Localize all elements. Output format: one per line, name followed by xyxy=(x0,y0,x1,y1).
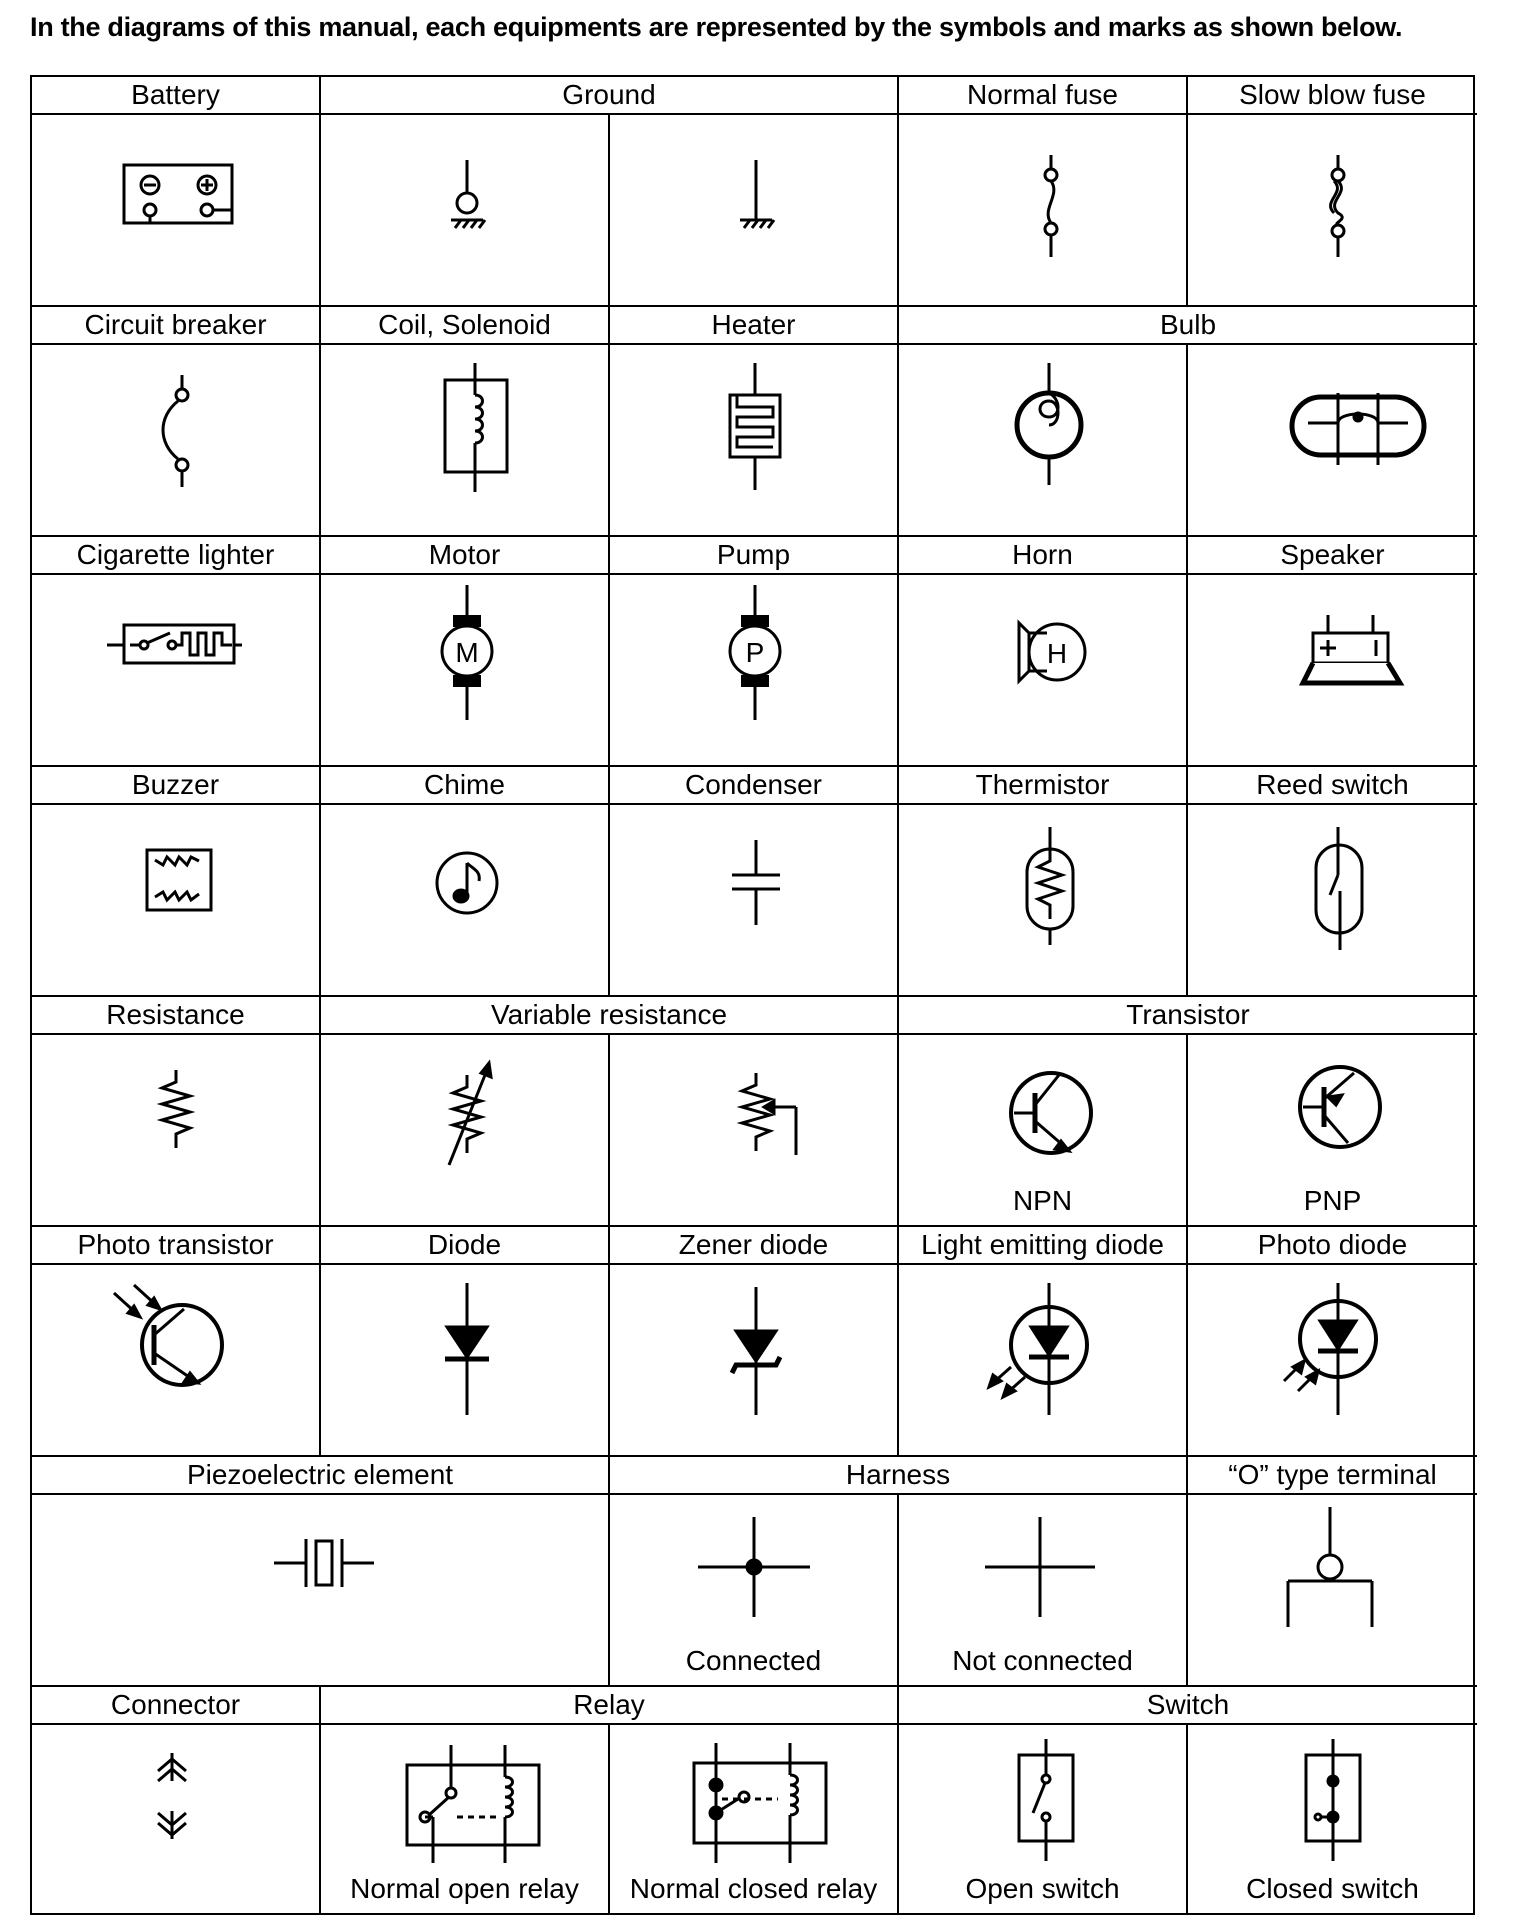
header-relay: Relay xyxy=(321,1687,899,1725)
cell-photo-transistor xyxy=(32,1265,321,1457)
cell-transistor-pnp xyxy=(1188,1035,1477,1227)
cell-closed-switch xyxy=(1188,1725,1477,1913)
slow-blow-fuse-symbol xyxy=(1188,115,1477,307)
cell-connector xyxy=(32,1725,321,1913)
header-circuit-breaker: Circuit breaker xyxy=(32,307,321,345)
cell-photo-diode xyxy=(1188,1265,1477,1457)
variable-resistance-symbol-2 xyxy=(610,1035,899,1227)
header-thermistor: Thermistor xyxy=(899,767,1188,805)
cell-horn xyxy=(899,575,1188,767)
intro-text: In the diagrams of this manual, each equipments are represented by the symbols and marks as shown below. xyxy=(30,12,1403,42)
cell-zener-diode xyxy=(610,1265,899,1457)
variable-resistance-symbol-1 xyxy=(321,1035,610,1227)
motor-symbol xyxy=(321,575,610,767)
cell-buzzer xyxy=(32,805,321,997)
header-buzzer: Buzzer xyxy=(32,767,321,805)
cell-variable-resistance-2 xyxy=(610,1035,899,1227)
cell-reed-switch xyxy=(1188,805,1477,997)
cell-piezoelectric-element xyxy=(32,1495,610,1687)
cell-pump xyxy=(610,575,899,767)
cell-thermistor xyxy=(899,805,1188,997)
cell-condenser xyxy=(610,805,899,997)
header-connector: Connector xyxy=(32,1687,321,1725)
header-condenser: Condenser xyxy=(610,767,899,805)
cell-coil-solenoid xyxy=(321,345,610,537)
cell-open-switch xyxy=(899,1725,1188,1913)
zener-diode-symbol xyxy=(610,1265,899,1457)
cell-o-type-terminal xyxy=(1188,1495,1477,1687)
piezoelectric-symbol xyxy=(32,1495,610,1687)
cell-resistance xyxy=(32,1035,321,1227)
caption-normal-open-relay: Normal open relay xyxy=(350,1873,579,1904)
chime-symbol xyxy=(321,805,610,997)
battery-symbol xyxy=(32,115,321,307)
cell-chime xyxy=(321,805,610,997)
horn-symbol xyxy=(899,575,1188,767)
header-zener-diode: Zener diode xyxy=(610,1227,899,1265)
pump-symbol xyxy=(610,575,899,767)
photo-transistor-symbol xyxy=(32,1265,321,1457)
caption-open-switch: Open switch xyxy=(965,1873,1120,1904)
pump-letter: P xyxy=(745,637,765,668)
header-horn: Horn xyxy=(899,537,1188,575)
header-resistance: Resistance xyxy=(32,997,321,1035)
horn-letter: H xyxy=(1046,638,1068,669)
header-harness: Harness xyxy=(610,1457,1188,1495)
resistance-symbol xyxy=(32,1035,321,1227)
header-reed-switch: Reed switch xyxy=(1188,767,1477,805)
diode-symbol xyxy=(321,1265,610,1457)
header-bulb: Bulb xyxy=(899,307,1477,345)
header-speaker: Speaker xyxy=(1188,537,1477,575)
cell-motor xyxy=(321,575,610,767)
header-variable-resistance: Variable resistance xyxy=(321,997,899,1035)
bulb-symbol-2 xyxy=(1188,345,1477,537)
header-ground: Ground xyxy=(321,77,899,115)
cell-bulb-1 xyxy=(899,345,1188,537)
header-switch: Switch xyxy=(899,1687,1477,1725)
cell-bulb-2 xyxy=(1188,345,1477,537)
header-diode: Diode xyxy=(321,1227,610,1265)
header-light-emitting-diode: Light emitting diode xyxy=(899,1227,1188,1265)
cell-speaker xyxy=(1188,575,1477,767)
speaker-symbol xyxy=(1188,575,1477,767)
cell-variable-resistance-1 xyxy=(321,1035,610,1227)
cell-light-emitting-diode xyxy=(899,1265,1188,1457)
cell-harness-connected xyxy=(610,1495,899,1687)
cell-normal-closed-relay xyxy=(610,1725,899,1913)
header-chime: Chime xyxy=(321,767,610,805)
led-symbol xyxy=(899,1265,1188,1457)
cell-battery xyxy=(32,115,321,307)
coil-solenoid-symbol xyxy=(321,345,610,537)
header-battery: Battery xyxy=(32,77,321,115)
cell-transistor-npn xyxy=(899,1035,1188,1227)
header-coil-solenoid: Coil, Solenoid xyxy=(321,307,610,345)
heater-symbol xyxy=(610,345,899,537)
header-heater: Heater xyxy=(610,307,899,345)
normal-fuse-symbol xyxy=(899,115,1188,307)
header-normal-fuse: Normal fuse xyxy=(899,77,1188,115)
cell-ground-2 xyxy=(610,115,899,307)
buzzer-symbol xyxy=(32,805,321,997)
cell-circuit-breaker xyxy=(32,345,321,537)
header-o-type-terminal: “O” type terminal xyxy=(1188,1457,1477,1495)
circuit-breaker-symbol xyxy=(32,345,321,537)
header-photo-diode: Photo diode xyxy=(1188,1227,1477,1265)
header-motor: Motor xyxy=(321,537,610,575)
caption-pnp: PNP xyxy=(1303,1185,1362,1216)
cell-cigarette-lighter xyxy=(32,575,321,767)
ground-symbol-2 xyxy=(610,115,899,307)
motor-letter: M xyxy=(455,637,479,668)
header-slow-blow-fuse: Slow blow fuse xyxy=(1188,77,1477,115)
cell-heater xyxy=(610,345,899,537)
cell-slow-blow-fuse xyxy=(1188,115,1477,307)
header-pump: Pump xyxy=(610,537,899,575)
connector-symbol xyxy=(32,1725,321,1913)
header-cigarette-lighter: Cigarette lighter xyxy=(32,537,321,575)
condenser-symbol xyxy=(610,805,899,997)
cell-ground-1 xyxy=(321,115,610,307)
cell-normal-open-relay xyxy=(321,1725,610,1913)
bulb-symbol-1 xyxy=(899,345,1188,537)
cell-diode xyxy=(321,1265,610,1457)
thermistor-symbol xyxy=(899,805,1188,997)
caption-normal-closed-relay: Normal closed relay xyxy=(629,1873,878,1904)
caption-connected: Connected xyxy=(685,1645,822,1676)
reed-switch-symbol xyxy=(1188,805,1477,997)
header-photo-transistor: Photo transistor xyxy=(32,1227,321,1265)
caption-npn: NPN xyxy=(1012,1185,1073,1216)
caption-closed-switch: Closed switch xyxy=(1246,1873,1419,1904)
ground-symbol-1 xyxy=(321,115,610,307)
caption-not-connected: Not connected xyxy=(952,1645,1133,1676)
header-transistor: Transistor xyxy=(899,997,1477,1035)
header-piezoelectric-element: Piezoelectric element xyxy=(32,1457,610,1495)
photo-diode-symbol xyxy=(1188,1265,1477,1457)
symbol-table xyxy=(30,75,1475,1915)
cell-normal-fuse xyxy=(899,115,1188,307)
cell-harness-not-connected xyxy=(899,1495,1188,1687)
cigarette-lighter-symbol xyxy=(32,575,321,767)
o-type-terminal-symbol xyxy=(1188,1495,1477,1687)
